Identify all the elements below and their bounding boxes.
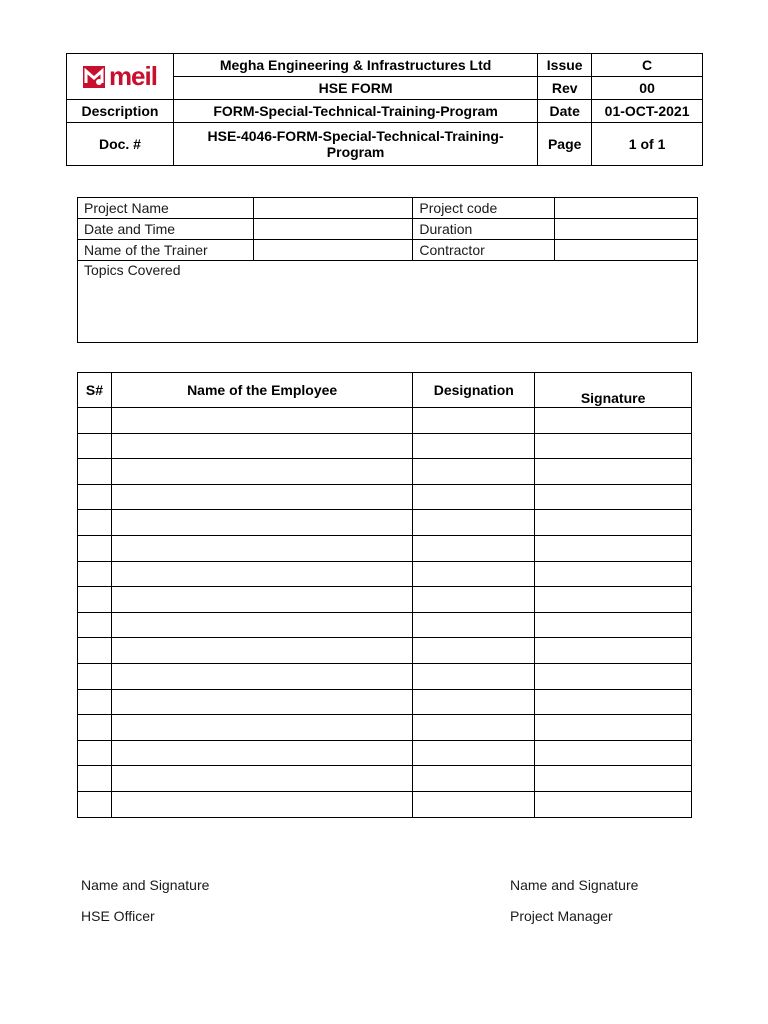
page-value: 1 of 1 (592, 123, 703, 166)
cell-employee-name[interactable] (111, 561, 412, 587)
cell-employee-name[interactable] (111, 663, 412, 689)
cell-signature[interactable] (535, 663, 692, 689)
employee-table-header (78, 373, 692, 408)
project-code-label: Project code (413, 198, 555, 219)
trainer-label: Name of the Trainer (78, 240, 254, 261)
cell-signature[interactable] (535, 408, 692, 434)
table-row (78, 587, 692, 613)
cell-signature[interactable] (535, 638, 692, 664)
cell-sno[interactable] (78, 510, 112, 536)
company-name: Megha Engineering & Infrastructures Ltd (173, 54, 537, 77)
topics-covered-label: Topics Covered (84, 262, 181, 278)
cell-sno[interactable] (78, 459, 112, 485)
cell-sno[interactable] (78, 663, 112, 689)
table-row (78, 663, 692, 689)
cell-sno[interactable] (78, 791, 112, 817)
cell-employee-name[interactable] (111, 791, 412, 817)
trainer-field[interactable] (253, 240, 413, 261)
contractor-label: Contractor (413, 240, 555, 261)
cell-designation[interactable] (413, 663, 535, 689)
cell-designation[interactable] (413, 510, 535, 536)
employee-table (77, 372, 692, 818)
cell-signature[interactable] (535, 459, 692, 485)
cell-signature[interactable] (535, 766, 692, 792)
issue-label: Issue (538, 54, 592, 77)
project-manager-title: Project Manager (510, 908, 613, 924)
form-type: HSE FORM (173, 77, 537, 100)
cell-employee-name[interactable] (111, 484, 412, 510)
cell-signature[interactable] (535, 535, 692, 561)
cell-sno[interactable] (78, 561, 112, 587)
cell-designation[interactable] (413, 612, 535, 638)
employee-rows (78, 408, 692, 818)
cell-employee-name[interactable] (111, 408, 412, 434)
document-header (66, 53, 703, 166)
project-info-table (77, 197, 698, 343)
table-row (78, 484, 692, 510)
cell-designation[interactable] (413, 689, 535, 715)
cell-signature[interactable] (535, 791, 692, 817)
company-logo (67, 54, 174, 100)
doc-number (173, 123, 537, 166)
cell-signature[interactable] (535, 612, 692, 638)
cell-designation[interactable] (413, 535, 535, 561)
cell-sno[interactable] (78, 612, 112, 638)
cell-signature[interactable] (535, 484, 692, 510)
meil-logo-icon (83, 66, 105, 88)
doc-number-line1: HSE-4046-FORM-Special-Technical-Training- (207, 128, 504, 144)
date-value: 01-OCT-2021 (592, 100, 703, 123)
logo-text: meil (108, 60, 157, 91)
table-row (78, 689, 692, 715)
table-row (78, 535, 692, 561)
cell-employee-name[interactable] (111, 740, 412, 766)
date-time-label: Date and Time (78, 219, 254, 240)
table-row (78, 638, 692, 664)
contractor-field[interactable] (555, 240, 698, 261)
cell-designation[interactable] (413, 587, 535, 613)
cell-sno[interactable] (78, 484, 112, 510)
col-header-sno: S# (78, 373, 112, 408)
cell-designation[interactable] (413, 459, 535, 485)
col-header-signature: Signature (535, 373, 692, 408)
cell-signature[interactable] (535, 689, 692, 715)
cell-employee-name[interactable] (111, 689, 412, 715)
cell-designation[interactable] (413, 715, 535, 741)
cell-designation[interactable] (413, 433, 535, 459)
cell-designation[interactable] (413, 484, 535, 510)
issue-value: C (592, 54, 703, 77)
cell-sno[interactable] (78, 535, 112, 561)
table-row (78, 715, 692, 741)
cell-sno[interactable] (78, 638, 112, 664)
cell-signature[interactable] (535, 510, 692, 536)
cell-sno[interactable] (78, 715, 112, 741)
cell-employee-name[interactable] (111, 715, 412, 741)
cell-designation[interactable] (413, 766, 535, 792)
cell-employee-name[interactable] (111, 510, 412, 536)
cell-employee-name[interactable] (111, 587, 412, 613)
date-time-field[interactable] (253, 219, 413, 240)
cell-sno[interactable] (78, 740, 112, 766)
cell-sno[interactable] (78, 587, 112, 613)
cell-sno[interactable] (78, 433, 112, 459)
cell-employee-name[interactable] (111, 612, 412, 638)
doc-label: Doc. # (67, 123, 174, 166)
description-label: Description (67, 100, 174, 123)
duration-field[interactable] (555, 219, 698, 240)
cell-sno[interactable] (78, 408, 112, 434)
description-value: FORM-Special-Technical-Training-Program (173, 100, 537, 123)
table-row (78, 740, 692, 766)
cell-designation[interactable] (413, 638, 535, 664)
table-row (78, 459, 692, 485)
rev-value: 00 (592, 77, 703, 100)
table-row (78, 408, 692, 434)
project-code-field[interactable] (555, 198, 698, 219)
table-row (78, 612, 692, 638)
cell-employee-name[interactable] (111, 766, 412, 792)
cell-designation[interactable] (413, 740, 535, 766)
cell-employee-name[interactable] (111, 433, 412, 459)
topics-covered-field[interactable] (78, 261, 698, 343)
col-header-designation: Designation (413, 373, 535, 408)
page-label: Page (538, 123, 592, 166)
cell-designation[interactable] (413, 408, 535, 434)
rev-label: Rev (538, 77, 592, 100)
table-row (78, 791, 692, 817)
cell-sno[interactable] (78, 689, 112, 715)
table-row (78, 433, 692, 459)
cell-employee-name[interactable] (111, 535, 412, 561)
project-manager-sign-label: Name and Signature (510, 877, 639, 893)
table-row (78, 561, 692, 587)
cell-employee-name[interactable] (111, 459, 412, 485)
hse-officer-sign-label: Name and Signature (81, 877, 210, 893)
table-row (78, 510, 692, 536)
cell-designation[interactable] (413, 561, 535, 587)
hse-officer-title: HSE Officer (81, 908, 155, 924)
cell-signature[interactable] (535, 740, 692, 766)
cell-sno[interactable] (78, 766, 112, 792)
duration-label: Duration (413, 219, 555, 240)
cell-designation[interactable] (413, 791, 535, 817)
project-name-label: Project Name (78, 198, 254, 219)
cell-signature[interactable] (535, 715, 692, 741)
cell-signature[interactable] (535, 433, 692, 459)
project-name-field[interactable] (253, 198, 413, 219)
col-header-name: Name of the Employee (111, 373, 412, 408)
cell-signature[interactable] (535, 587, 692, 613)
table-row (78, 766, 692, 792)
date-label: Date (538, 100, 592, 123)
doc-number-line2: Program (326, 144, 385, 160)
cell-signature[interactable] (535, 561, 692, 587)
cell-employee-name[interactable] (111, 638, 412, 664)
